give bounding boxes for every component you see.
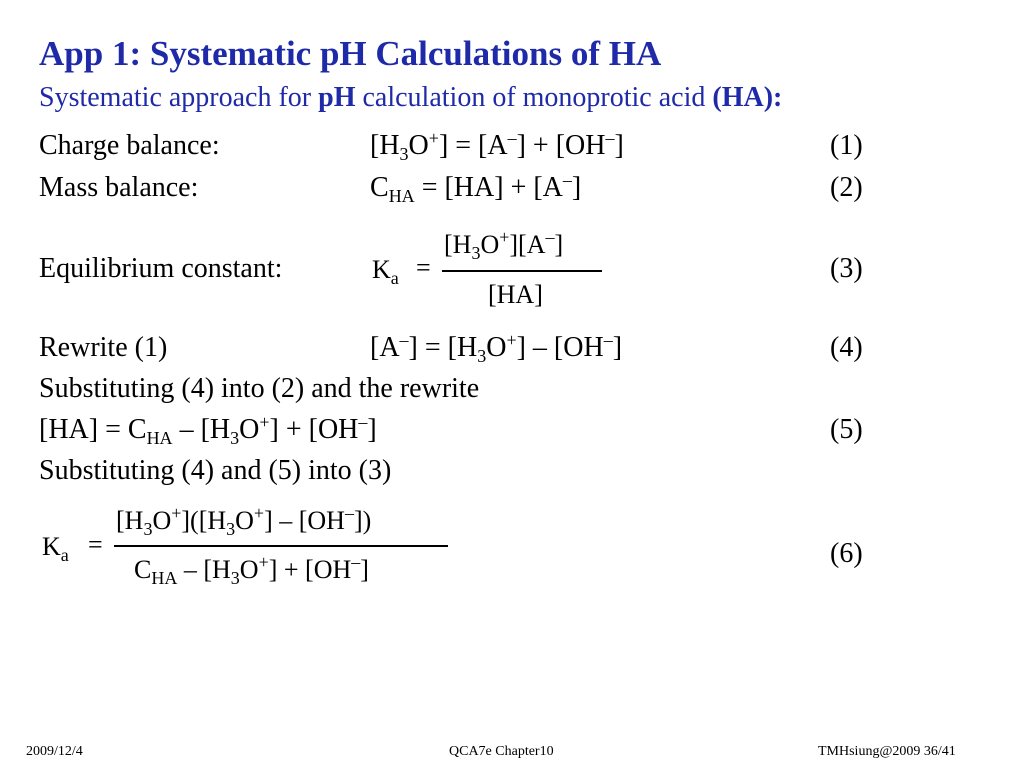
eq3-numerator: $[H_3O^+][A^-]$ xyxy=(444,227,564,263)
subtitle-part1: Systematic approach for xyxy=(39,82,319,113)
equation-number-5: (5) xyxy=(830,414,863,445)
subtitle-part2: calculation of monoprotic acid xyxy=(355,82,713,113)
equation-number-2: (2) xyxy=(830,172,863,203)
substituting-text-1: Substituting (4) into (2) and the rewrite xyxy=(39,373,480,404)
footer-right: TMHsiung@2009 36/41 xyxy=(818,744,956,759)
rewrite-equation: $[A^-] = [H_3O^+] - [OH^-]$ xyxy=(370,330,623,366)
eq3-denominator: [HA] xyxy=(488,280,543,309)
eq6-numerator: $[H_3O^+]([H_3O^+] - [OH^-])$ xyxy=(116,503,372,539)
ka-symbol-6: $K_a$ xyxy=(42,532,69,565)
ka-symbol-3: $K_a$ xyxy=(372,255,399,288)
mass-balance-label: Mass balance: xyxy=(39,172,199,203)
charge-balance-equation: $[H_3O^+] = [A^-] + [OH^-]$ xyxy=(370,128,624,164)
equation-number-3: (3) xyxy=(830,253,863,284)
eq3-fraction-bar xyxy=(442,270,602,272)
equilibrium-constant-label: Equilibrium constant: xyxy=(39,253,283,284)
slide-subtitle xyxy=(39,82,782,114)
mass-balance-equation: $C_{HA} = [HA] + [A^-]$ xyxy=(370,170,582,206)
rewrite-label: Rewrite (1) xyxy=(39,332,168,363)
equation-number-4: (4) xyxy=(830,332,863,363)
slide-title: App 1: Systematic pH Calculations of HA xyxy=(39,34,662,73)
equals-sign-6: = xyxy=(88,530,103,559)
substituting-text-2: Substituting (4) and (5) into (3) xyxy=(39,455,392,486)
ha-equation: $[HA] = C_{HA} - [H_3O^+] + [OH^-]$ xyxy=(39,412,377,448)
eq6-fraction-bar xyxy=(114,545,448,547)
equation-number-6: (6) xyxy=(830,538,863,569)
subtitle-ha: (HA): xyxy=(712,82,783,113)
footer-center: QCA7e Chapter10 xyxy=(449,744,554,759)
footer-date: 2009/12/4 xyxy=(26,744,83,759)
eq6-denominator: $C_{HA} - [H_3O^+] + [OH^-]$ xyxy=(134,552,369,588)
charge-balance-label: Charge balance: xyxy=(39,130,220,161)
equals-sign-3: = xyxy=(416,253,431,282)
subtitle-ph: pH xyxy=(318,82,356,113)
equation-number-1: (1) xyxy=(830,130,863,161)
